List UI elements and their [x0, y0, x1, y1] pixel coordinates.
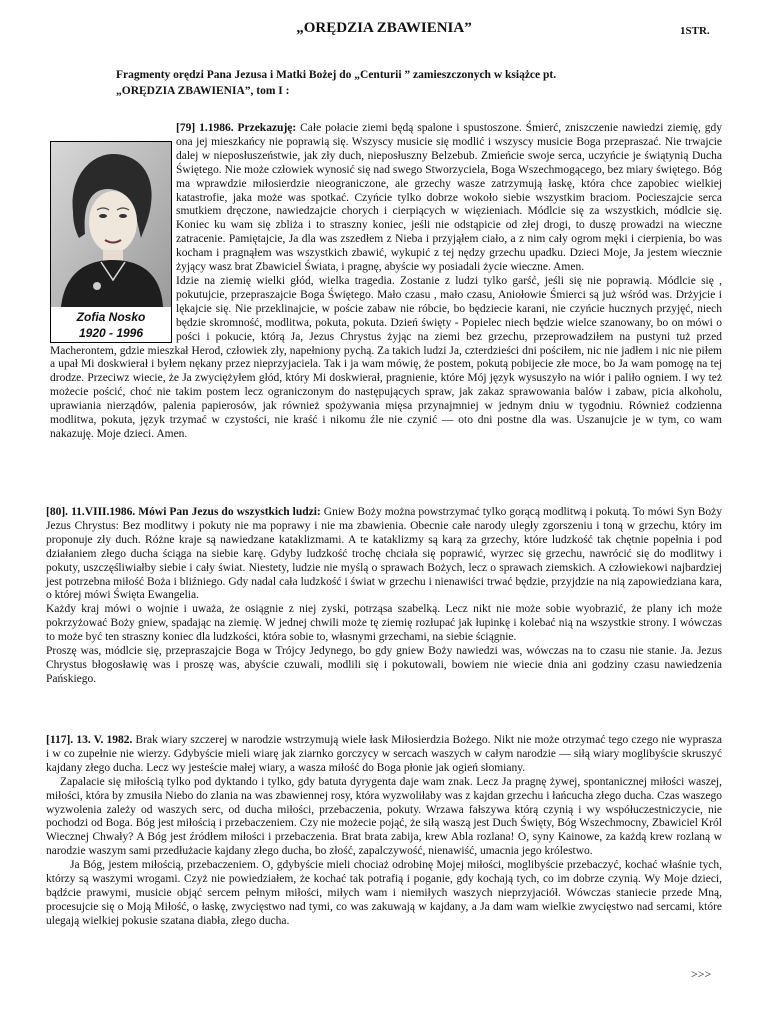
section-117: [46, 734, 722, 929]
section-80-paragraph-3: Proszę was, módlcie się, przepraszajcie Boga w Trójcy Jedynego, bo gdy gniew Boży nawiedzi was, wówczas na to czasu nie stanie. Ja. Jezus Chrystus błogosławię was i proszę was, abyście czuwali, modlili się i pokutowali, bowiem nie wiecie dnia ani godziny czasu nawiedzenia Pańskiego.: [46, 645, 722, 685]
section-79-paragraph-1: Całe połacie ziemi będą spalone i spustoszone. Śmierć, zniszczenie nawiedzi ziemię, gdy ona jej mieszkańcy nie poprawią się. Wszyscy musicie się modlić i wszyscy musicie Boga przepraszać. Nie trwajcie dalej w nieposłuszeństwie, jak zły duch, nieposłuszny Belzebub. Zmieńcie swoje serca, uczyńcie je świątynią Ducha Świętego. Nie może człowiek wynosić się nad swego Stworzyciela, Boga Wszechmogącego, bez miary świętego. Bóg ma wprawdzie miłosierdzie nieograniczone, ale grzechy wasze zatrzymują łaskę, która chce zapobiec wielkiej katastrofie, jaka może was spotkać. Czyńcie tylko dobrze wokoło siebie wszystkim braciom. Pocieszajcie serca smutkiem dręczone, nawiedzajcie chorych i cierpiących w więzieniach. Módlcie się za wszystkich, módlcie się. Koniec ku wam się zbliża i to straszny koniec, jeśli nie odstąpicie od złej drogi, to duszę prowadzi na wieczne zatracenie. Pamiętajcie, Ja dla was zszedłem z Nieba i przyjąłem ciało, a z nim cały ogrom męki i cierpienia, bo was kocham i pragnąłem was wszystkich zbawić, wykupić z tej nędzy grzechu upadku. Dzieci Moje, Ja jestem wiecznie żyjący wasz brat Zbawiciel Świata, i pragnę, abyście wy posiadali życie wieczne. Amen.: [176, 122, 723, 274]
subtitle-line-2: „ORĘDZIA ZBAWIENIA”, tom I :: [116, 85, 290, 97]
section-80-paragraph-2: Każdy kraj mówi o wojnie i uważa, że osiągnie z niej zyski, potrząsa szabelką. Lecz nikt nie może sobie wyobrazić, że plany ich może pokrzyżować Boży gniew, spadając na ziemię. W jednej chwili może tę ziemię rozłupać jak łupinkę i kolebać nią na wszystkie strony. I wówczas to może być ten straszny koniec dla ludzkości, która sobie to, własnymi grzechami, na siebie ściągnie.: [46, 603, 722, 644]
section-79-paragraph-2: Idzie na ziemię wielki głód, wielka tragedia. Zostanie z ludzi tylko garść, jeśli się nie poprawią. Módlcie się , pokutujcie, przepraszajcie Boga Świętego. Mało czasu , mało czasu, Aniołowie Śmierci są już wśród was. Drżyjcie i lękajcie się. Nie przeklinajcie, w poście zabaw nie róbcie, bo będziecie karani, nie czyńcie hucznych przyjęć, niech będzie skromność, modlitwa, pokuta, pokuta. Dzień święty - Popielec niech będzie wielce szanowany, bo on mówi o pości i pokucie, którą Ja, Jezus Chrystus żyjąc na ziemi bez grzechu, przeprowadziłem na pustyni tuż przed Macherontem, gdzie mieszkał Herod, człowiek zły, napełniony pychą. Za takich ludzi Ja, czterdzieści dni pościłem, nic nie jadłem i nic nie piłem a upał Mi doskwierał i byłem nękany przez nieprzyjaciela. Tak i ja wam mówię, że postem, pokutą pobijecie złe moce, bo Ja wam pomogę na tej drodze. Przeciwz wiecie, że Ja zwyciężyłem głód, który Mi doskwierał, pragnienie, które Mój język wysuszyło na wiór i paliło ogniem. I wy też możecie pościć, choć nie takim postem lecz ograniczonym do następujących spraw, jak zakaz sprawowania balów i zabaw, picia alkoholu, uprawiania nierządów, palenia papierosów, jak również spożywania mięsa przynajmniej w jednym dniu w tygodniu. Również codzienna modlitwa, pokuta, język trzymać w czystości, nie kraść i nikomu źle nie czynić — oto dni postne dla was. Uszanujcie je w tym, co wam nakazuję. Moje dzieci. Amen.: [50, 274, 722, 440]
section-117-id: [117].: [46, 734, 74, 746]
section-117-paragraph-3: Ja Bóg, jestem miłością, przebaczeniem. O, gdybyście mieli chociaż odrobinę Mojej miłości, moglibyście przebaczyć, kochać właśnie tych, którzy są waszymi wrogami. Czyż nie powiedziałem, że kochać tak potrafią i poganie, gdy kochają tych, co im dobrze czynią. Wy Moje dzieci, bądźcie prawymi, musicie objąć sercem pełnym miłości, miłych wam i niemiłych waszych nieprzyjaciół. Wówczas staniecie przede Mną, procesujcie się o Moją Miłość, o łaskę, zwycięstwo nad tymi, co was zakuwają w kajdany, a Ja dam wam wielkie zwycięstwo nad sercami, które ulegają wielkiej pokusie szatana diabła, złego ducha.: [46, 859, 722, 927]
portrait-name: Zofia Nosko: [76, 310, 146, 324]
subtitle: [116, 67, 716, 99]
section-79-id: [79]: [176, 122, 196, 134]
portrait-image: [51, 142, 171, 307]
section-117-paragraph-2: Zapalacie się miłością tylko pod dyktando i tylko, gdy batuta dyrygenta daje wam znak. Lecz Ja pragnę żywej, spontanicznej miłości waszej, miłości, która by zmusiła Niebo do zlania na was zbawiennej rosy, która wyzwoliłaby was z kajdan grzechu i łańcucha złego ducha. Czas waszego wyzwolenia zależy od waszych serc, od ducha miłości, przebaczenia, pokuty. Wrzawa fałszywa którą czynią i wy współuczestniczycie, nie pochodzi od Boga. Bóg jest miłością i przebaczeniem. Czy nie możecie pojąć, że siłą waszą jest Duch Święty, Bóg Wszechmocny, Zbawiciel Król Wiecznej Chwały? A Bóg jest źródłem miłości i przebaczenia. Brat brata zabija, krew Abla rozlana! O, syny Kainowe, za każdą krew rozlaną w narodzie waszym sami przedłużacie kajdany złego ducha, bo złość, zapalczywość, nienawiść, umacnia jego królestwo.: [46, 775, 722, 858]
section-80-id: [80].: [46, 506, 69, 518]
subtitle-line-1: Fragmenty orędzi Pana Jezusa i Matki Bożej do „Centurii ” zamieszczonych w książce pt.: [116, 69, 557, 81]
section-80-date: 11.VIII.1986. Mówi Pan Jezus do wszystkich ludzi:: [71, 506, 321, 518]
portrait-caption: [51, 309, 171, 341]
section-80-paragraph-1: Gniew Boży można powstrzymać tylko gorącą modlitwą i pokutą. To mówi Syn Boży Jezus Chrystus: Bez modlitwy i pokuty nie ma poprawy i nie ma zbawienia. Obecnie całe narody uległy zgorszeniu i toną w grzechu, który im proponuje zły duch. Różne kraje są nawiedzane kataklizmami. A te kataklizmy są karą za grzechy, które ludzkość tak chętnie popełnia i pod działaniem złego ducha ściąga na siebie karę. Gdyby ludzkość trochę chciała się poprawić, wyrzec się grzechu, nawrócić się do modlitwy i pokuty, uszczęśliwiałby siebie i cały świat. Niestety, ludzie nie myślą o sprawach Bożych, lecz o sprawach ziemskich. A człowiekowi najbardziej jest potrzebna miłość Boża i bliźniego. Gdy nadal cała ludzkość i świat w grzechu i nienawiści trwać będzie, przyjdzie na nią zapowiedziana kara, o której mówi Święta Ewangelia.: [46, 506, 723, 602]
portrait-photo: [50, 141, 172, 343]
section-117-paragraph-1: Brak wiary szczerej w narodzie wstrzymują wiele łask Miłosierdzia Bożego. Nikt nie może otrzymać tego czego nie wyprasza i w co zupełnie nie wierzy. Gdybyście mieli wiarę jak ziarnko gorczycy w sercach waszych w całym narodzie — siłą wiary moglibyście skruszyć kajdany złego ducha. Lecz wy jesteście małej wiary, a wasza miłość do Boga płonie jak ogień słomiany.: [46, 734, 722, 774]
page-title: „ORĘDZIA ZBAWIENIA”: [296, 20, 472, 36]
page-number: 1STR.: [680, 25, 710, 37]
section-117-date: 13. V. 1982.: [76, 734, 133, 746]
portrait-years: 1920 - 1996: [78, 326, 144, 340]
section-80: [46, 506, 722, 687]
continuation-marker: >>>: [691, 967, 712, 981]
section-79-date: 1.1986. Przekazuję:: [199, 122, 297, 134]
